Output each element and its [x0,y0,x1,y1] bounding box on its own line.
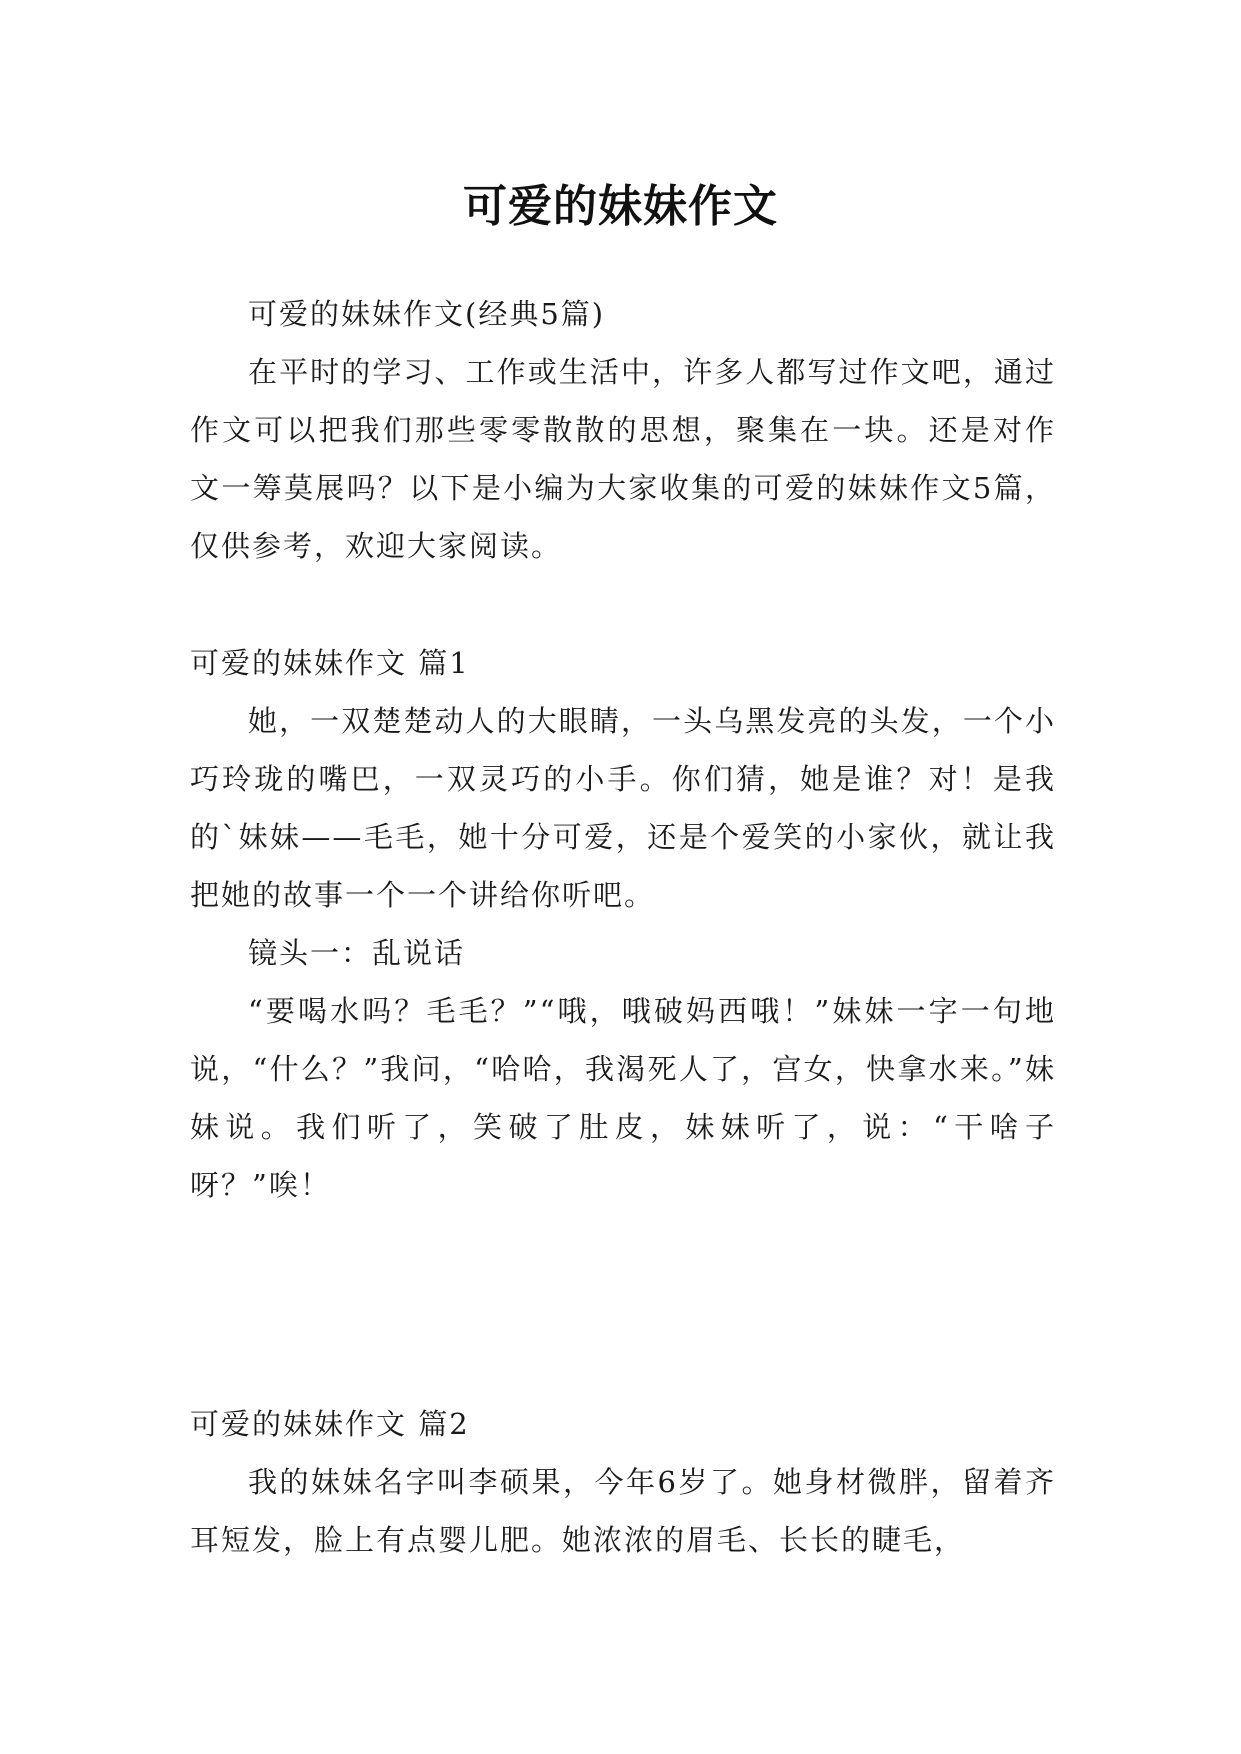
essay-paragraph: “要喝水吗？毛毛？”“哦，哦破妈西哦！”妹妹一字一句地说，“什么？”我问，“哈哈，我渴死人了，宫女，快拿水来。”妹妹说。我们听了，笑破了肚皮，妹妹听了，说：“干啥子呀？”唉！ [190,994,1056,1202]
intro-section [190,285,1056,575]
essay-section-2 [190,1395,1056,1569]
essay-paragraph: 我的妹妹名字叫李硕果，今年6岁了。她身材微胖，留着齐耳短发，脸上有点婴儿肥。她浓浓的眉毛、长长的睫毛， [190,1465,1056,1557]
essay-paragraph: 她，一双楚楚动人的大眼睛，一头乌黑发亮的头发，一个小巧玲珑的嘴巴，一双灵巧的小手。你们猜，她是谁？对！是我的`妹妹——毛毛，她十分可爱，还是个爱笑的小家伙，就让我把她的故事一个一个讲给你听吧。 [190,704,1056,912]
essay-heading: 可爱的妹妹作文 篇2 [190,1407,470,1441]
essay-section-1 [190,634,1056,1214]
essay-heading: 可爱的妹妹作文 篇1 [190,646,470,680]
intro-subtitle: 可爱的妹妹作文(经典5篇) [248,297,606,331]
essay-paragraph: 镜头一：乱说话 [248,936,466,970]
intro-paragraph: 在平时的学习、工作或生活中，许多人都写过作文吧，通过作文可以把我们那些零零散散的思想，聚集在一块。还是对作文一筹莫展吗？以下是小编为大家收集的可爱的妹妹作文5篇，仅供参考，欢迎大家阅读。 [190,355,1056,563]
document-title: 可爱的妹妹作文 [463,181,778,233]
